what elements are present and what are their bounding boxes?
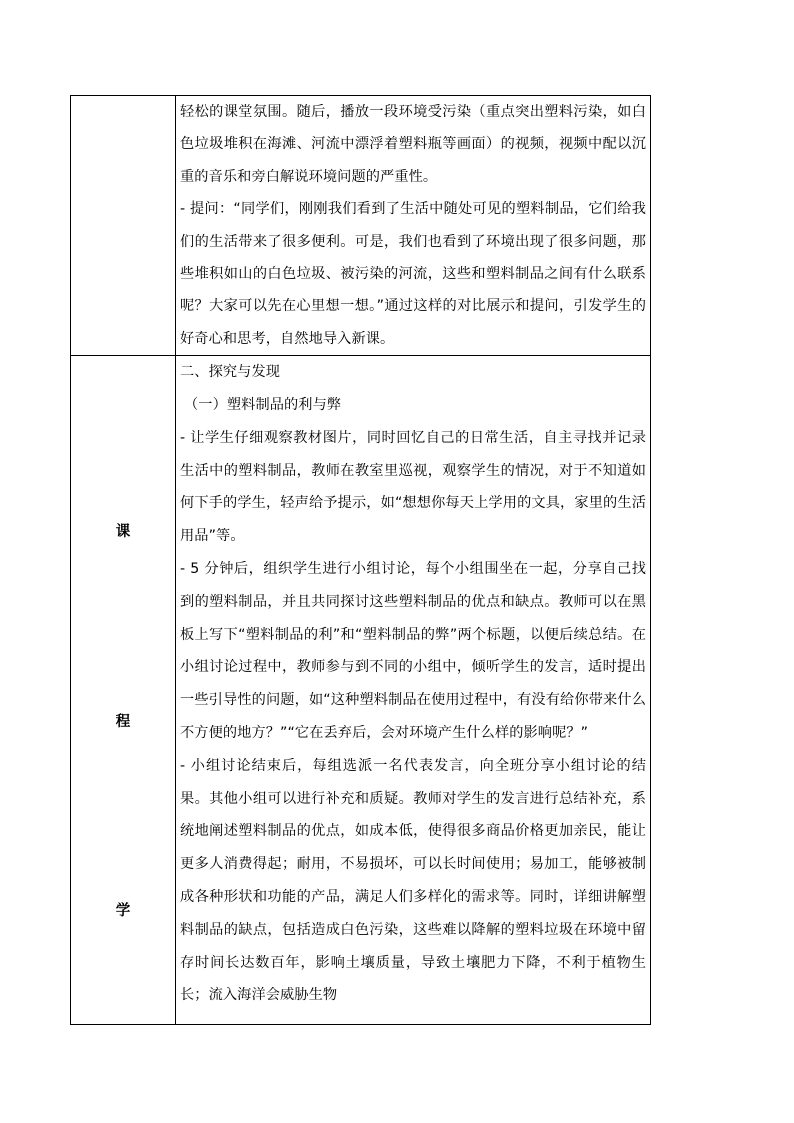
section-label-cell (71, 356, 176, 1025)
lesson-plan-table (70, 95, 651, 1025)
empty-label-cell (71, 96, 176, 356)
section-label-char-3: 学 (115, 903, 131, 920)
section-label-char-2: 程 (115, 714, 131, 731)
intro-paragraph-2: - 提问：“同学们，刚刚我们看到了生活中随处可见的塑料制品，它们给我们的生活带来了很多便利。可是，我们也看到了环境出现了很多问题，那些堆积如山的白色垃圾、被污染的河流，这些和塑料制品之间有什么联系呢？大家可以先在心里想一想。”通过这样的对比展示和提问，引发学生的好奇心和思考，自然地导入新课。 (180, 201, 646, 347)
table-row-intro (71, 96, 651, 356)
section-subheading: （一）塑料制品的利与弊 (184, 397, 342, 414)
intro-content-cell (176, 96, 651, 356)
process-paragraph-1: - 让学生仔细观察教材图片，同时回忆自己的日常生活，自主寻找并记录生活中的塑料制品，教师在教室里巡视，观察学生的情况，对于不知道如何下手的学生，轻声给予提示，如“想想你每天上学用的文具，家里的生活用品”等。 (180, 429, 646, 545)
process-paragraph-3: - 小组讨论结束后，每组选派一名代表发言，向全班分享小组讨论的结果。其他小组可以进行补充和质疑。教师对学生的发言进行总结补充，系统地阐述塑料制品的优点，如成本低，使得很多商品价格更加亲民，能让更多人消费得起；耐用，不易损坏，可以长时间使用；易加工，能够被制成各种形状和功能的产品，满足人们多样化的需求等。同时，详细讲解塑料制品的缺点，包括造成白色污染，这些难以降解的塑料垃圾在环境中留存时间长达数百年，影响土壤质量，导致土壤肥力下降，不利于植物生长；流入海洋会威胁生物 (180, 757, 646, 1004)
section-label-char-1: 课 (115, 524, 131, 541)
table-row-process (71, 356, 651, 1025)
process-content-cell (176, 356, 651, 1025)
section-heading: 二、探究与发现 (180, 364, 281, 381)
process-paragraph-2: - 5 分钟后，组织学生进行小组讨论，每个小组围坐在一起，分享自己找到的塑料制品，并且共同探讨这些塑料制品的优点和缺点。教师可以在黑板上写下“塑料制品的利”和“塑料制品的弊”两个标题，以便后续总结。在小组讨论过程中，教师参与到不同的小组中，倾听学生的发言，适时提出一些引导性的问题，如“这种塑料制品在使用过程中，有没有给你带来什么不方便的地方？”“它在丢弃后，会对环境产生什么样的影响呢？” (180, 561, 646, 742)
intro-paragraph-1: 轻松的课堂氛围。随后，播放一段环境受污染（重点突出塑料污染，如白色垃圾堆积在海滩、河流中漂浮着塑料瓶等画面）的视频，视频中配以沉重的音乐和旁白解说环境问题的严重性。 (180, 104, 646, 185)
